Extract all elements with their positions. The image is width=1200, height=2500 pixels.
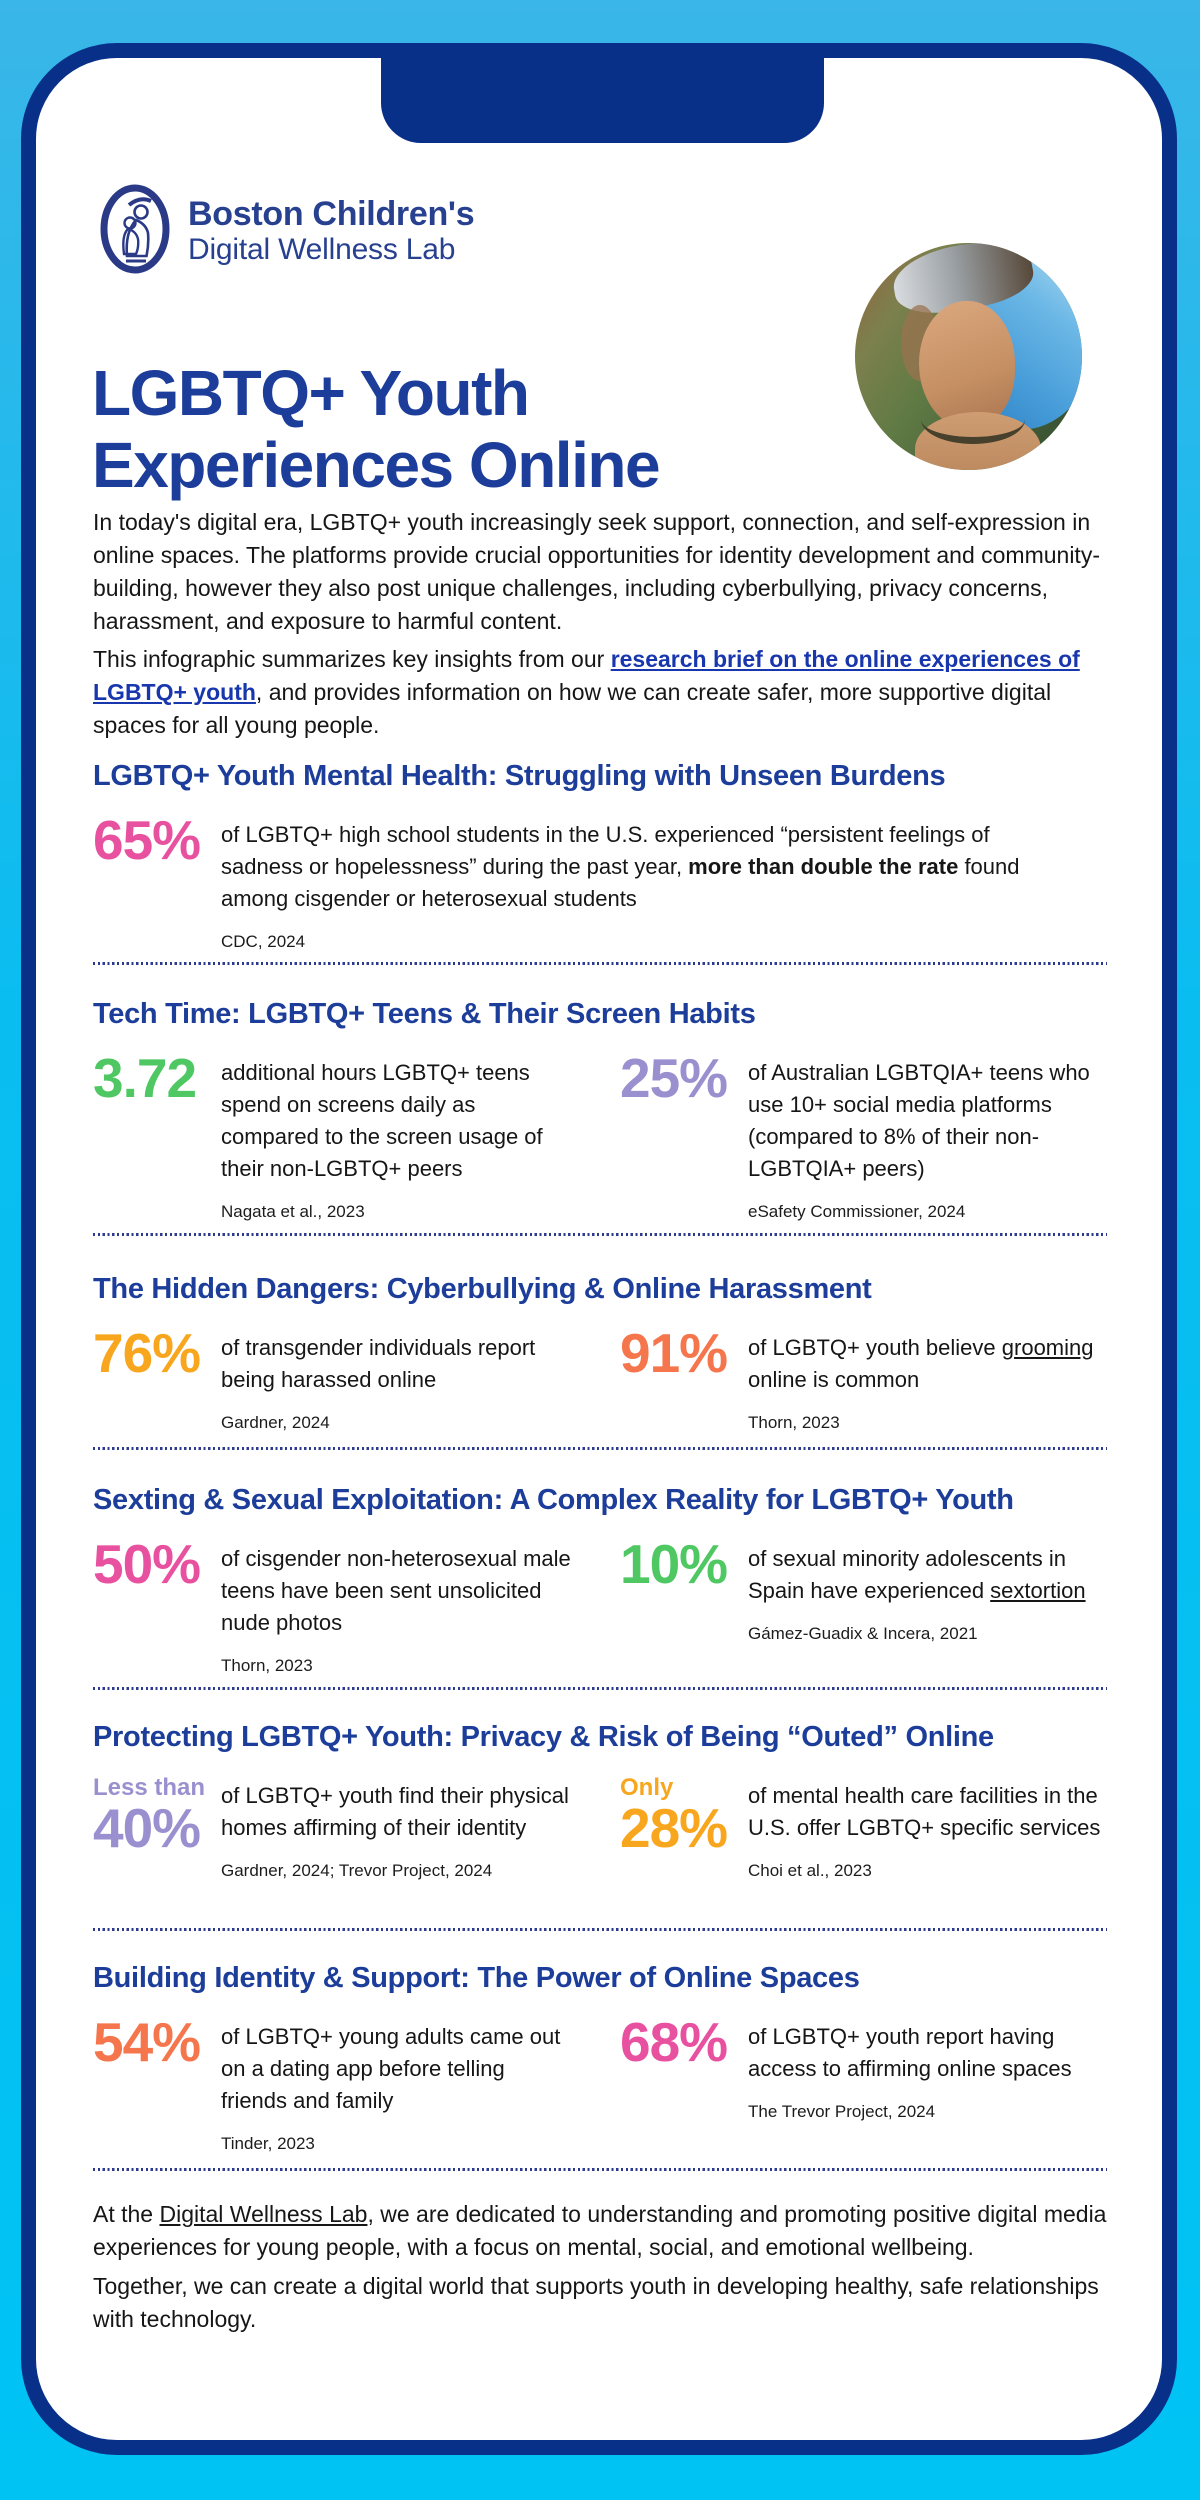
stat-body <box>221 814 1069 952</box>
stat-value: 3.72 <box>93 1047 197 1109</box>
stat-value: 76% <box>93 1322 201 1384</box>
phone-notch <box>381 43 824 143</box>
stat-figure <box>620 1322 748 1384</box>
footer-paragraph-2: Together, we can create a digital world that supports youth in developing healthy, safe relationships with technology. <box>93 2273 1099 2332</box>
youth-portrait-photo <box>855 243 1082 470</box>
stat-figure <box>93 809 221 871</box>
intro-paragraph-2 <box>93 643 1105 742</box>
intro-p2-prefix: This infographic summarizes key insights from our <box>93 646 611 672</box>
stats-row <box>93 809 1107 952</box>
stat-text-run: of transgender individuals report being harassed online <box>221 1335 536 1392</box>
stat-body <box>221 1327 571 1433</box>
stat-text-run: online is common <box>748 1367 920 1392</box>
stat-body <box>748 1052 1107 1222</box>
stat-text <box>221 1057 571 1185</box>
stat-body <box>221 1538 571 1676</box>
intro-paragraph-1: In today's digital era, LGBTQ+ youth increasingly seek support, connection, and self-expression in online spaces. The platforms provide crucial opportunities for identity development and community-building, however they also post unique challenges, including cyberbullying, privacy concerns, harassment, and exposure to harmful content. <box>93 509 1100 634</box>
stat-text-run: of LGBTQ+ youth report having access to affirming online spaces <box>748 2024 1072 2081</box>
stat-body <box>748 2016 1107 2122</box>
stat-wide <box>93 809 1107 952</box>
section-heading: Protecting LGBTQ+ Youth: Privacy & Risk of Being “Outed” Online <box>93 1721 994 1753</box>
stat-source: The Trevor Project, 2024 <box>748 2102 936 2121</box>
stat-source: Gámez-Guadix & Incera, 2021 <box>748 1624 978 1643</box>
section-tech-time <box>93 998 1107 1236</box>
logo-org-name: Boston Children's <box>188 195 475 234</box>
page-title <box>92 357 659 501</box>
digital-wellness-lab-link[interactable]: Digital Wellness Lab <box>159 2201 368 2227</box>
stat-value: 68% <box>620 2011 728 2073</box>
stat-text <box>748 1543 1107 1607</box>
section-heading: Building Identity & Support: The Power of Online Spaces <box>93 1962 860 1994</box>
stat-value: 25% <box>620 1047 728 1109</box>
stat-qualifier: Only <box>620 1774 674 1801</box>
stat-text-run: of cisgender non-heterosexual male teens have been sent unsolicited nude photos <box>221 1546 571 1635</box>
stat-left <box>93 2011 620 2154</box>
stat-left <box>93 1047 620 1222</box>
stat-figure <box>93 2011 221 2073</box>
stat-source: eSafety Commissioner, 2024 <box>748 1202 966 1221</box>
stat-body <box>748 1775 1107 1881</box>
section-identity-support <box>93 1962 1107 2171</box>
stat-qualifier: Less than <box>93 1774 206 1801</box>
stat-text <box>221 1780 571 1844</box>
stat-text <box>748 1332 1107 1396</box>
page-title-line2: Experiences Online <box>92 428 660 501</box>
stats-row <box>93 1775 1107 1881</box>
stat-figure <box>620 1047 748 1109</box>
stat-value: 10% <box>620 1533 728 1595</box>
footer-p1-suffix: , we are dedicated to understanding and promoting positive digital media experiences for young people, with a focus on mental, social, and emotional wellbeing. <box>93 2201 1107 2260</box>
stat-text-run: of sexual minority adolescents in Spain have experienced <box>748 1546 1066 1603</box>
stat-body <box>221 2016 571 2154</box>
stat-left <box>93 1322 620 1433</box>
section-mental-health <box>93 760 1107 965</box>
boston-childrens-logo <box>100 184 474 279</box>
stat-figure <box>93 1322 221 1384</box>
stat-source: Gardner, 2024 <box>221 1413 330 1432</box>
stat-text-run: additional hours LGBTQ+ teens spend on screens daily as compared to the screen usage of their non-LGBTQ+ peers <box>221 1060 543 1181</box>
stat-text-run: of Australian LGBTQIA+ teens who use 10+ social media platforms (compared to 8% of their non-LGBTQIA+ peers) <box>748 1060 1090 1181</box>
stat-text <box>221 1332 571 1396</box>
section-heading: LGBTQ+ Youth Mental Health: Struggling with Unseen Burdens <box>93 760 946 792</box>
stat-text <box>748 2021 1107 2085</box>
stat-figure <box>93 1533 221 1595</box>
portrait-collar <box>921 395 1025 444</box>
stat-value: 50% <box>93 1533 201 1595</box>
stats-row <box>93 1533 1107 1676</box>
stat-text-run: of LGBTQ+ high school students in the U.S. experienced “persistent feelings of sadness or hopelessness” during the past year, <box>221 822 990 879</box>
section-privacy-outing <box>93 1721 1107 1931</box>
section-hidden-dangers <box>93 1273 1107 1450</box>
stat-source: Nagata et al., 2023 <box>221 1202 365 1221</box>
stat-text <box>221 2021 571 2117</box>
page-title-line1: LGBTQ+ Youth <box>92 356 529 429</box>
stat-right <box>620 2011 1107 2154</box>
stat-body <box>221 1775 571 1881</box>
stat-source: Thorn, 2023 <box>221 1656 313 1675</box>
stat-text-run: of LGBTQ+ youth believe <box>748 1335 1002 1360</box>
stat-right <box>620 1047 1107 1222</box>
stat-text-underlined-term: grooming <box>1001 1335 1094 1360</box>
section-sexting-exploitation <box>93 1484 1107 1690</box>
stat-text <box>748 1780 1107 1844</box>
stat-figure <box>93 1047 221 1109</box>
stat-value: 65% <box>93 809 201 871</box>
section-heading: Sexting & Sexual Exploitation: A Complex Reality for LGBTQ+ Youth <box>93 1484 1014 1516</box>
stat-text-run: of LGBTQ+ youth find their physical homes affirming of their identity <box>221 1783 569 1840</box>
stat-left <box>93 1533 620 1676</box>
stat-left <box>93 1775 620 1881</box>
stat-value: 91% <box>620 1322 728 1384</box>
research-brief-link[interactable]: research brief on the online experiences of LGBTQ+ youth <box>93 646 1080 705</box>
stat-right <box>620 1775 1107 1881</box>
stat-text-underlined-term: sextortion <box>990 1578 1086 1603</box>
stat-body <box>221 1052 571 1222</box>
stat-figure <box>620 1774 748 1860</box>
stat-body <box>748 1538 1107 1644</box>
stat-value: 28% <box>620 1797 728 1860</box>
stat-text <box>221 1543 571 1639</box>
stats-row <box>93 2011 1107 2154</box>
logo-lab-name: Digital Wellness Lab <box>188 233 456 267</box>
stat-right <box>620 1322 1107 1433</box>
intro-p2-suffix: , and provides information on how we can create safer, more supportive digital spaces for all young people. <box>93 679 1052 738</box>
stat-body <box>748 1327 1107 1433</box>
stat-value: 40% <box>93 1797 201 1860</box>
stat-value: 54% <box>93 2011 201 2073</box>
stat-source: Tinder, 2023 <box>221 2134 315 2153</box>
stat-text-run: of mental health care facilities in the U.S. offer LGBTQ+ specific services <box>748 1783 1101 1840</box>
stat-source: Gardner, 2024; Trevor Project, 2024 <box>221 1861 493 1880</box>
footer-p1-prefix: At the <box>93 2201 160 2227</box>
stat-text-bold-run: more than double the rate <box>688 854 959 879</box>
hospital-seal-icon <box>100 184 170 279</box>
stat-text-run: of LGBTQ+ young adults came out on a dating app before telling friends and family <box>221 2024 561 2113</box>
stat-source: Choi et al., 2023 <box>748 1861 872 1880</box>
stat-text-run: found among cisgender or heterosexual students <box>221 854 1020 911</box>
section-heading: Tech Time: LGBTQ+ Teens & Their Screen Habits <box>93 998 756 1030</box>
logo-text <box>188 195 474 268</box>
stat-figure <box>93 1774 221 1860</box>
stats-row <box>93 1047 1107 1222</box>
stat-figure <box>620 2011 748 2073</box>
stat-source: CDC, 2024 <box>221 932 306 951</box>
stat-source: Thorn, 2023 <box>748 1413 840 1432</box>
section-heading: The Hidden Dangers: Cyberbullying & Online Harassment <box>93 1273 872 1305</box>
stat-figure <box>620 1533 748 1595</box>
stats-row <box>93 1322 1107 1433</box>
stat-right <box>620 1533 1107 1676</box>
stat-text <box>221 819 1069 915</box>
footer-paragraph-1 <box>93 2198 1107 2264</box>
stat-text <box>748 1057 1107 1185</box>
